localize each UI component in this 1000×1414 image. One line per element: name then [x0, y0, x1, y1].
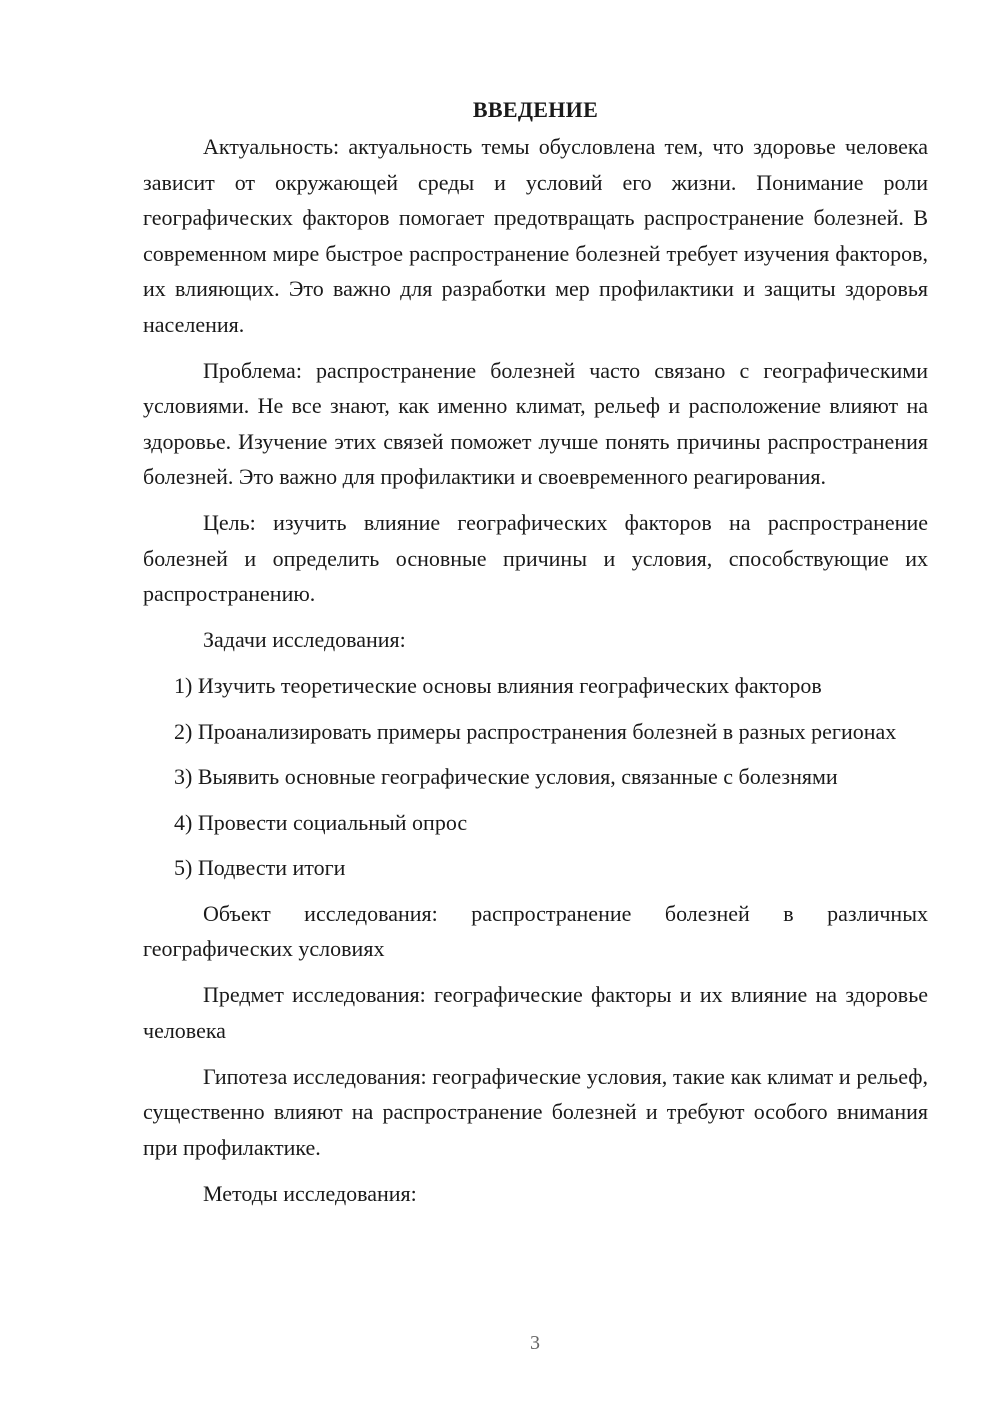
object-paragraph: Объект исследования: распространение болезней в различных географических условиях	[143, 900, 928, 961]
methods-paragraph: Методы исследования:	[203, 1180, 417, 1206]
task-item-2: 2) Проанализировать примеры распространения болезней в разных регионах	[174, 718, 897, 744]
tasks-list	[143, 668, 928, 886]
task-item-5: 5) Подвести итоги	[174, 855, 346, 880]
task-item-1: 1) Изучить теоретические основы влияния географических факторов	[174, 673, 822, 698]
page-number: 3	[530, 1332, 540, 1354]
relevance-paragraph: Актуальность: актуальность темы обусловлена тем, что здоровье человека зависит от окружающей среды и условий его жизни. Понимание роли географических факторов помогает предотвращать распространение болезней. В современном мире быстрое распространение болезней требует изучения факторов, их влияющих. Это важно для разработки мер профилактики и защиты здоровья населения.	[143, 134, 928, 337]
goal-paragraph: Цель: изучить влияние географических факторов на распространение болезней и определить основные причины и условия, способствующие их распространению.	[143, 510, 928, 606]
tasks-heading: Задачи исследования:	[203, 627, 406, 652]
section-title: ВВЕДЕНИЕ	[472, 97, 599, 122]
problem-paragraph: Проблема: распространение болезней часто связано с географическими условиями. Не все знают, как именно климат, рельеф и расположение влияют на здоровье. Изучение этих связей поможет лучше понять причины распространения болезней. Это важно для профилактики и своевременного реагирования.	[143, 357, 928, 489]
task-item-4: 4) Провести социальный опрос	[174, 809, 468, 835]
subject-paragraph: Предмет исследования: географические факторы и их влияние на здоровье человека	[143, 982, 928, 1043]
hypothesis-paragraph: Гипотеза исследования: географические условия, такие как климат и рельеф, существенно влияют на распространение болезней и требуют особого внимания при профилактике.	[143, 1063, 928, 1160]
document-page	[143, 92, 928, 1222]
task-item-3: 3) Выявить основные географические условия, связанные с болезнями	[174, 764, 838, 789]
